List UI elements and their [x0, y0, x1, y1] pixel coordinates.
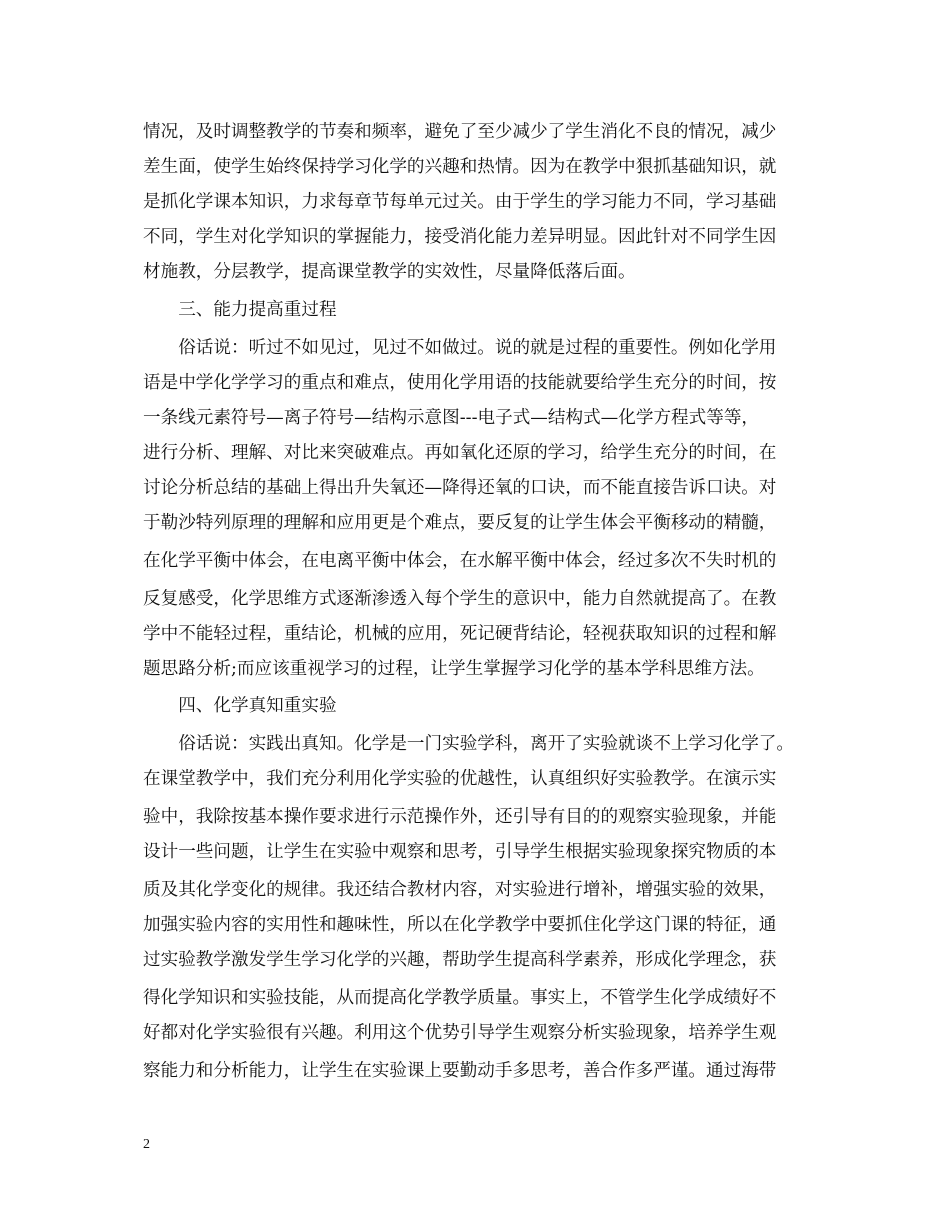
text-line: 进行分析、理解、对比来突破难点。再如氧化还原的学习，给学生充分的时间，在 — [143, 443, 777, 463]
text-line: 差生面，使学生始终保持学习化学的兴趣和热情。因为在教学中狠抓基础知识，就 — [143, 157, 777, 177]
text-line: 在化学平衡中体会，在电离平衡中体会，在水解平衡中体会，经过多次不失时机的 — [143, 551, 777, 571]
text-line: 材施教，分层教学，提高课堂教学的实效性，尽量降低落后面。 — [143, 262, 636, 282]
text-line: 学中不能轻过程，重结论，机械的应用，死记硬背结论，轻视获取知识的过程和解 — [143, 624, 777, 644]
text-line: 俗话说：听过不如见过，见过不如做过。说的就是过程的重要性。例如化学用 — [143, 338, 777, 358]
text-line: 验中，我除按基本操作要求进行示范操作外，还引导有目的的观察实验现象，并能 — [143, 807, 777, 827]
text-line: 加强实验内容的实用性和趣味性，所以在化学教学中要抓住化学这门课的特征，通 — [143, 915, 777, 935]
text-line: 不同，学生对化学知识的掌握能力，接受消化能力差异明显。因此针对不同学生因 — [143, 227, 777, 247]
section-heading-4: 四、化学真知重实验 — [143, 696, 337, 716]
text-line: 俗话说：实践出真知。化学是一门实验学科，离开了实验就谈不上学习化学了。 — [143, 734, 794, 754]
text-line: 察能力和分析能力，让学生在实验课上要勤动手多思考，善合作多严谨。通过海带 — [143, 1061, 777, 1081]
text-line: 情况，及时调整教学的节奏和频率，避免了至少减少了学生消化不良的情况，减少 — [143, 122, 777, 142]
page-number: 2 — [143, 1137, 150, 1152]
text-line: 反复感受，化学思维方式逐渐渗透入每个学生的意识中，能力自然就提高了。在教 — [143, 589, 777, 609]
text-line: 讨论分析总结的基础上得出升失氧还—降得还氧的口诀，而不能直接告诉口诀。对 — [143, 478, 777, 498]
text-line: 设计一些问题，让学生在实验中观察和思考，引导学生根据实验现象探究物质的本 — [143, 842, 777, 862]
section-heading-3: 三、能力提高重过程 — [143, 300, 337, 320]
text-line: 好都对化学实验很有兴趣。利用这个优势引导学生观察分析实验现象，培养学生观 — [143, 1023, 777, 1043]
text-line: 语是中学化学学习的重点和难点，使用化学用语的技能就要给学生充分的时间，按 — [143, 373, 777, 393]
text-line: 是抓化学课本知识，力求每章节每单元过关。由于学生的学习能力不同，学习基础 — [143, 192, 777, 212]
text-line: 得化学知识和实验技能，从而提高化学教学质量。事实上，不管学生化学成绩好不 — [143, 988, 777, 1008]
text-line: 过实验教学激发学生学习化学的兴趣，帮助学生提高科学素养，形成化学理念，获 — [143, 950, 777, 970]
text-line: 质及其化学变化的规律。我还结合教材内容，对实验进行增补，增强实验的效果， — [143, 880, 777, 900]
text-line: 题思路分析;而应该重视学习的过程，让学生掌握学习化学的基本学科思维方法。 — [143, 659, 765, 679]
text-line: 在课堂教学中，我们充分利用化学实验的优越性，认真组织好实验教学。在演示实 — [143, 769, 777, 789]
text-line: 一条线元素符号—离子符号—结构示意图---电子式—结构式—化学方程式等等， — [143, 408, 760, 428]
text-line: 于勒沙特列原理的理解和应用更是个难点，要反复的让学生体会平衡移动的精髓， — [143, 513, 777, 533]
